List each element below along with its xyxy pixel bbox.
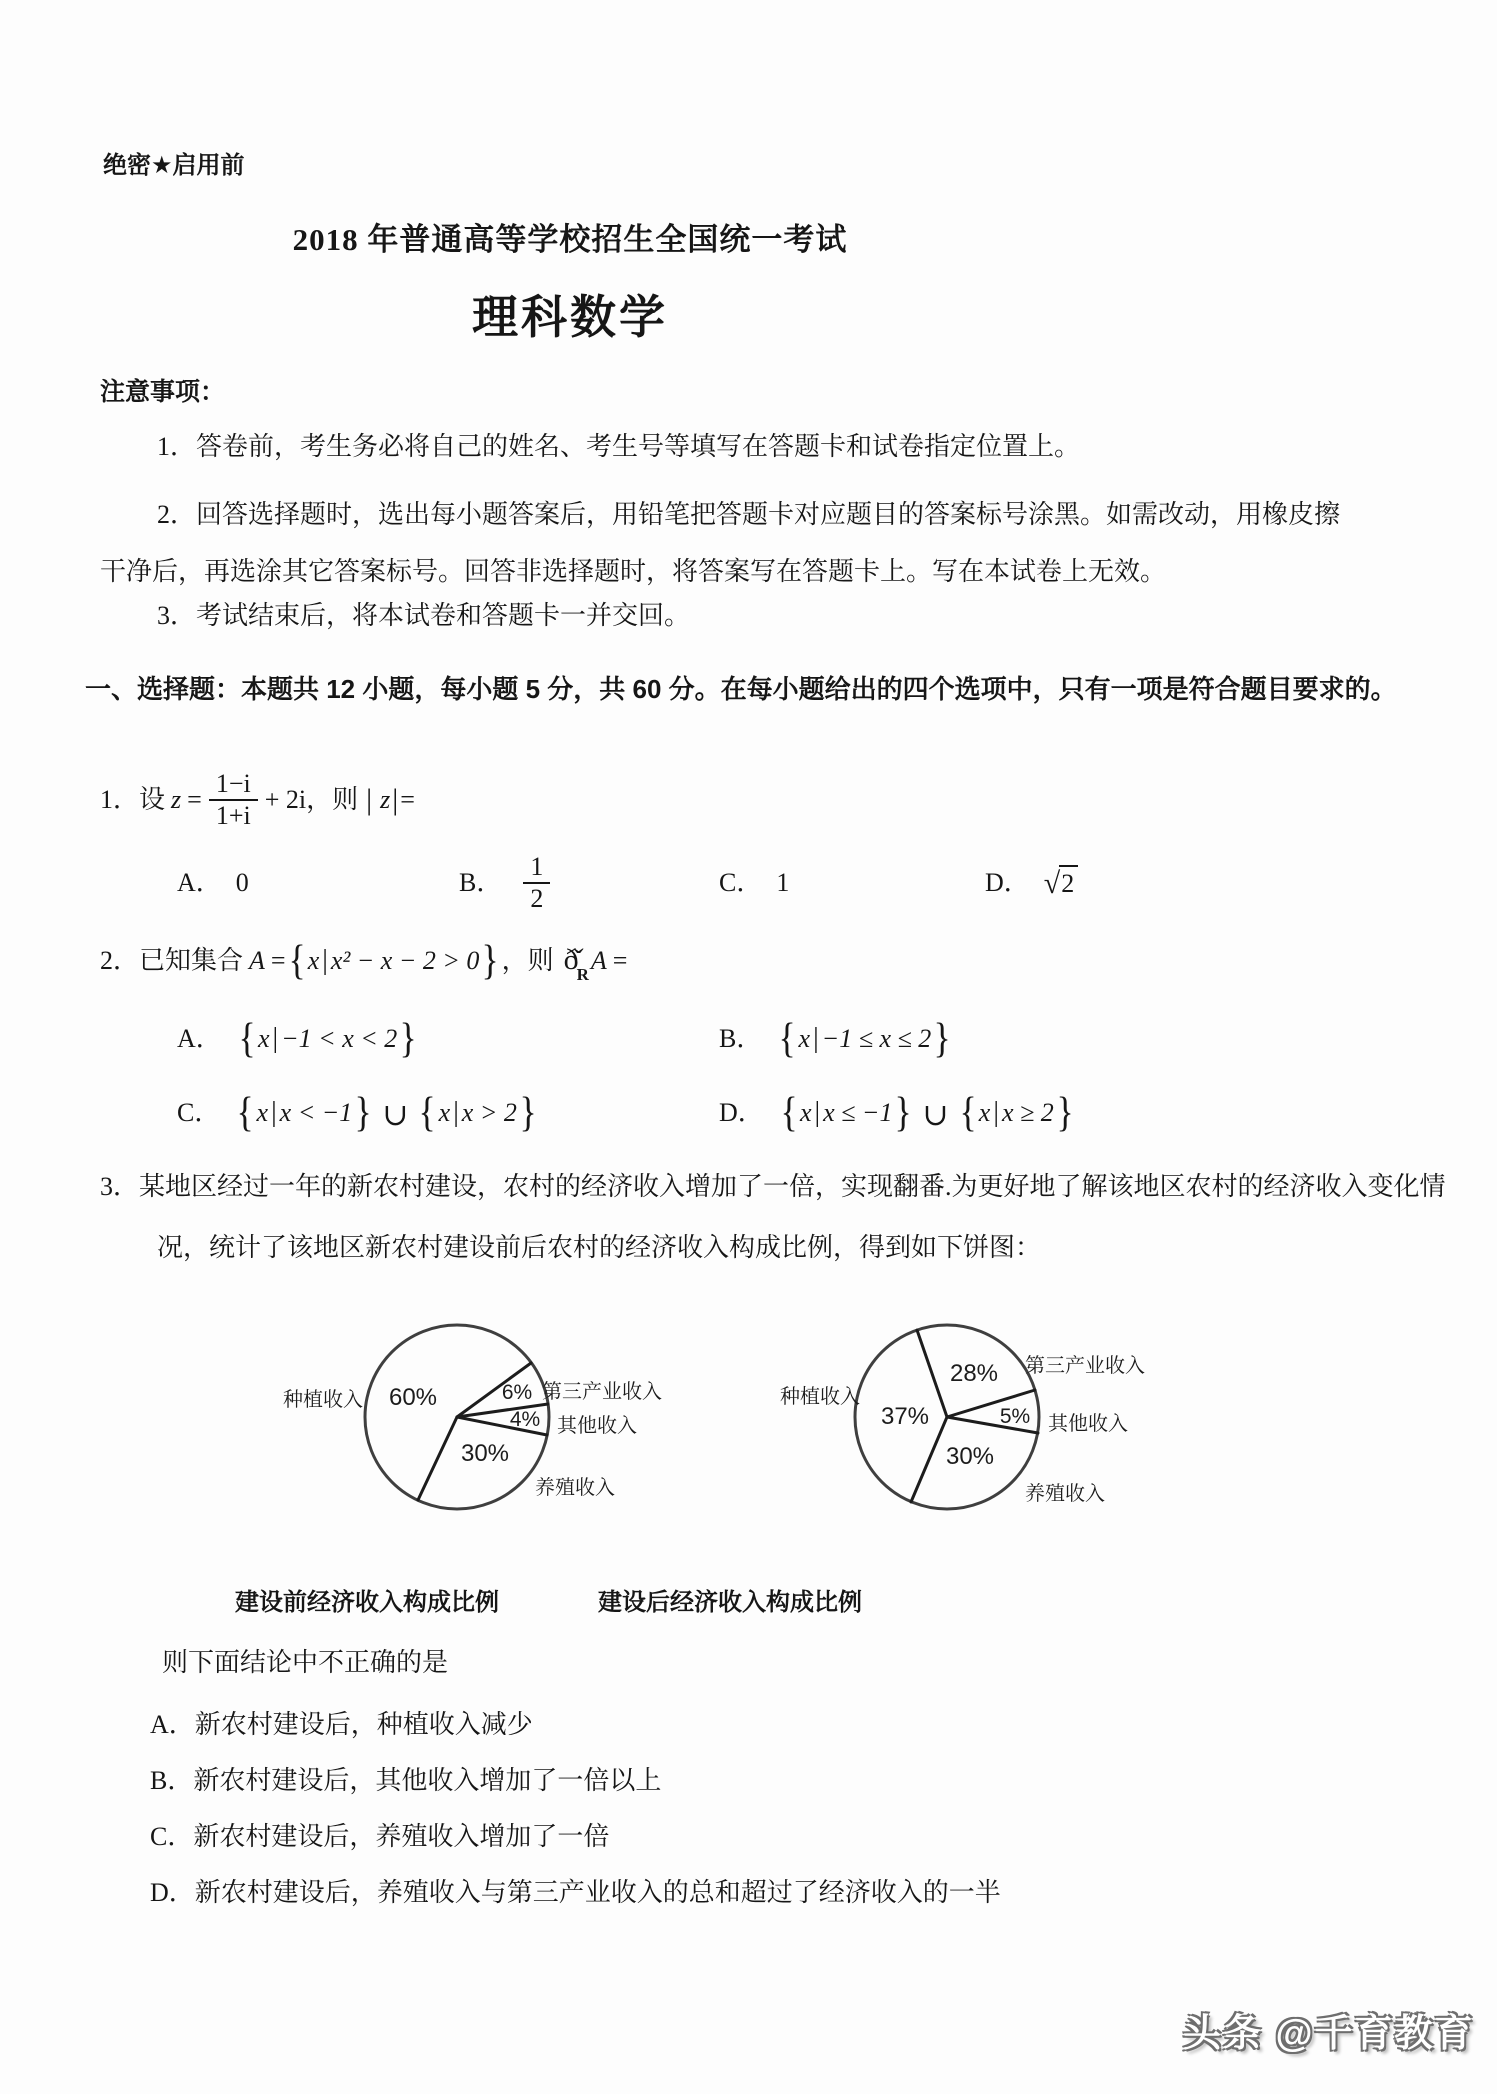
- pie-before-percent-other: 4%: [509, 1408, 541, 1431]
- q1-fraction-denominator: 1+i: [215, 801, 251, 830]
- pie-after-label-tertiary: 第三产业收入: [1025, 1355, 1145, 1377]
- question-2-options-cd: [0, 1082, 1497, 1144]
- q2-option-a-bar: |: [272, 1022, 279, 1054]
- q2-equals: =: [270, 946, 286, 976]
- pie-before-percent-planting: 60%: [388, 1384, 438, 1411]
- q1-option-c-value: 1: [776, 868, 790, 898]
- pie-after-label-breeding: 养殖收入: [1025, 1483, 1105, 1505]
- q2-option-b-rbrace: }: [933, 1016, 951, 1062]
- exam-title: 2018 年普通高等学校招生全国统一考试: [292, 222, 848, 257]
- q2-complement-glyph: ð̌: [563, 942, 579, 976]
- q2-option-d-rbrace1: }: [894, 1090, 913, 1136]
- q1-option-c-label: C．: [719, 868, 763, 898]
- pie-after-percent-tertiary: 28%: [949, 1360, 999, 1387]
- q2-option-d-var1: x: [799, 1098, 812, 1128]
- question-2-stem: [100, 928, 633, 994]
- q1-option-a: [177, 846, 249, 920]
- pie-before-percent-tertiary: 6%: [501, 1381, 533, 1404]
- q2-option-c: [177, 1082, 539, 1144]
- pie-before-label-tertiary: 第三产业收入: [542, 1381, 662, 1403]
- q2-option-c-union: ∪: [382, 1096, 409, 1132]
- q2-option-a-label: A．: [177, 1024, 222, 1054]
- q1-option-b-label: B．: [459, 868, 503, 898]
- q2-option-c-bar1: |: [271, 1096, 277, 1128]
- pie-before-percent-breeding: 30%: [460, 1440, 510, 1467]
- q2-option-d-bar1: |: [814, 1096, 821, 1128]
- q2-complement-set: A: [590, 946, 607, 976]
- question-3-stem: 3．某地区经过一年的新农村建设，农村的经济收入增加了一倍，实现翻番.为更好地了解该地区农村的经济收入变化情况，统计了该地区新农村建设前后农村的经济收入构成比例，得到如下饼图：: [100, 1172, 1446, 1262]
- q2-option-c-lbrace1: {: [236, 1090, 255, 1136]
- q2-option-c-var1: x: [256, 1098, 269, 1128]
- notice-heading: 注意事项：: [100, 378, 226, 406]
- q2-option-b-lbrace: {: [778, 1016, 797, 1062]
- q2-right-brace: }: [481, 938, 500, 984]
- q1-fraction-numerator: 1−i: [209, 769, 258, 801]
- q1-option-b: [459, 846, 557, 920]
- q2-set-variable: A: [249, 946, 265, 976]
- q2-then-text: ，则: [501, 946, 554, 976]
- q1-variable-z: z: [171, 785, 182, 815]
- classification-banner: 绝密★启用前: [103, 152, 245, 179]
- notice-item-2: 2．回答选择题时，选出每小题答案后，用铅笔把答题卡对应题目的答案标号涂黑。如需改动，用橡皮擦干净后，再选涂其它答案标号。回答非选择题时，将答案写在答题卡上。写在本试卷上无效。: [100, 500, 1341, 586]
- pie-after-percent-other: 5%: [999, 1405, 1031, 1428]
- q2-option-c-lbrace2: {: [418, 1090, 437, 1136]
- section-one-heading: 一、选择题：本题共 12 小题，每小题 5 分，共 60 分。在每小题给出的四个选项中，只有一项是符合题目要求的。: [85, 674, 1397, 704]
- q3-option-d: D．新农村建设后，养殖收入与第三产业收入的总和超过了经济收入的一半: [150, 1878, 1001, 1907]
- q2-option-b-var: x: [798, 1024, 811, 1054]
- q1-option-a-label: A．: [177, 868, 222, 898]
- pie-before-caption: 建设前经济收入构成比例: [235, 1590, 499, 1616]
- q1-option-d-radicand: 2: [1059, 865, 1078, 901]
- q2-option-c-rbrace1: }: [354, 1090, 372, 1136]
- pie-chart-after-construction: [760, 1310, 1190, 1545]
- q2-option-d-cond1: x ≤ −1: [823, 1098, 893, 1128]
- q2-option-c-cond1: x < −1: [279, 1098, 353, 1128]
- q2-set-condition: x² − x − 2 > 0: [330, 946, 480, 976]
- q2-option-c-rbrace2: }: [519, 1090, 537, 1136]
- q1-option-d-radical-sign: √: [1043, 866, 1061, 900]
- q3-option-b: B．新农村建设后，其他收入增加了一倍以上: [150, 1766, 662, 1795]
- q2-option-b-cond: −1 ≤ x ≤ 2: [821, 1024, 932, 1054]
- q3-option-a: A．新农村建设后，种植收入减少: [150, 1710, 533, 1739]
- q1-tail: + 2i，则: [264, 785, 359, 815]
- q2-set-divider-bar: |: [322, 944, 328, 976]
- pie-after-label-planting: 种植收入: [780, 1386, 860, 1408]
- q1-abs-bar-left: |: [366, 782, 373, 816]
- q2-option-d-lbrace1: {: [780, 1090, 798, 1136]
- pie-before-label-other: 其他收入: [557, 1415, 637, 1437]
- question-2-options-ab: [0, 1008, 1497, 1070]
- question-1-options: [0, 846, 1497, 920]
- q2-option-b: [719, 1008, 953, 1070]
- q2-option-d-lbrace2: {: [959, 1090, 977, 1136]
- q1-option-a-value: 0: [235, 868, 249, 898]
- q2-complement-symbol: [564, 940, 591, 982]
- pie-after-caption: 建设后经济收入构成比例: [598, 1590, 862, 1616]
- q1-option-c: [719, 846, 789, 920]
- q2-option-c-bar2: |: [453, 1096, 459, 1128]
- watermark-text: 头条 @千育教育: [1183, 2013, 1475, 2055]
- q1-option-d-label: D．: [985, 868, 1030, 898]
- pie-charts-figure: [0, 1310, 1497, 1550]
- q2-option-b-label: B．: [719, 1024, 763, 1054]
- q1-abs-variable: z: [380, 785, 391, 815]
- exam-subject-title: 理科数学: [472, 291, 668, 343]
- q1-option-b-fraction: [523, 852, 550, 914]
- q2-option-c-var2: x: [438, 1098, 451, 1128]
- q2-option-d-cond2: x ≥ 2: [1001, 1098, 1054, 1128]
- q2-option-d-var2: x: [978, 1098, 991, 1128]
- notice-item-3: 3．考试结束后，将本试卷和答题卡一并交回。: [157, 601, 691, 630]
- q2-option-d-rbrace2: }: [1056, 1090, 1074, 1136]
- q2-option-b-bar: |: [813, 1022, 819, 1054]
- q2-option-a-cond: −1 < x < 2: [281, 1024, 398, 1054]
- q1-abs-bar-right: |: [392, 782, 399, 816]
- q2-option-d-bar2: |: [993, 1096, 999, 1128]
- notice-item-1: 1．答卷前，考生务必将自己的姓名、考生号等填写在答题卡和试卷指定位置上。: [157, 432, 1081, 461]
- q2-option-d-union: ∪: [922, 1096, 949, 1132]
- q2-option-d-label: D．: [719, 1098, 764, 1128]
- pie-chart-before-construction: [270, 1310, 680, 1545]
- q2-option-c-label: C．: [177, 1098, 221, 1128]
- q2-left-brace: {: [288, 938, 306, 984]
- question-1-stem: [100, 763, 415, 837]
- q3-conclusion-prompt: 则下面结论中不正确的是: [162, 1648, 449, 1677]
- q1-option-b-denominator: 2: [530, 884, 544, 913]
- q2-set-element: x: [307, 946, 320, 976]
- q1-number-text: 1．设: [100, 785, 166, 815]
- q2-number-text: 2．已知集合: [100, 946, 244, 976]
- q1-option-d: [985, 846, 1078, 920]
- q2-option-d: [719, 1082, 1076, 1144]
- q1-abs-equals: =: [400, 785, 415, 815]
- pie-before-label-breeding: 养殖收入: [535, 1477, 615, 1499]
- q1-option-b-numerator: 1: [523, 852, 550, 884]
- q1-equals: =: [187, 785, 202, 815]
- q2-option-a-lbrace: {: [238, 1016, 256, 1062]
- pie-after-percent-breeding: 30%: [945, 1443, 995, 1470]
- q2-option-a: [177, 1008, 419, 1070]
- q2-option-a-var: x: [257, 1024, 270, 1054]
- q2-option-c-cond2: x > 2: [461, 1098, 517, 1128]
- q2-complement-subscript: R: [576, 964, 589, 984]
- q2-tail-equals: =: [612, 946, 628, 976]
- q1-fraction: [209, 769, 258, 831]
- pie-after-label-other: 其他收入: [1048, 1413, 1128, 1435]
- q3-option-c: C．新农村建设后，养殖收入增加了一倍: [150, 1822, 610, 1851]
- q2-option-a-rbrace: }: [399, 1016, 417, 1062]
- pie-after-percent-planting: 37%: [880, 1403, 930, 1430]
- pie-before-label-planting: 种植收入: [283, 1389, 363, 1411]
